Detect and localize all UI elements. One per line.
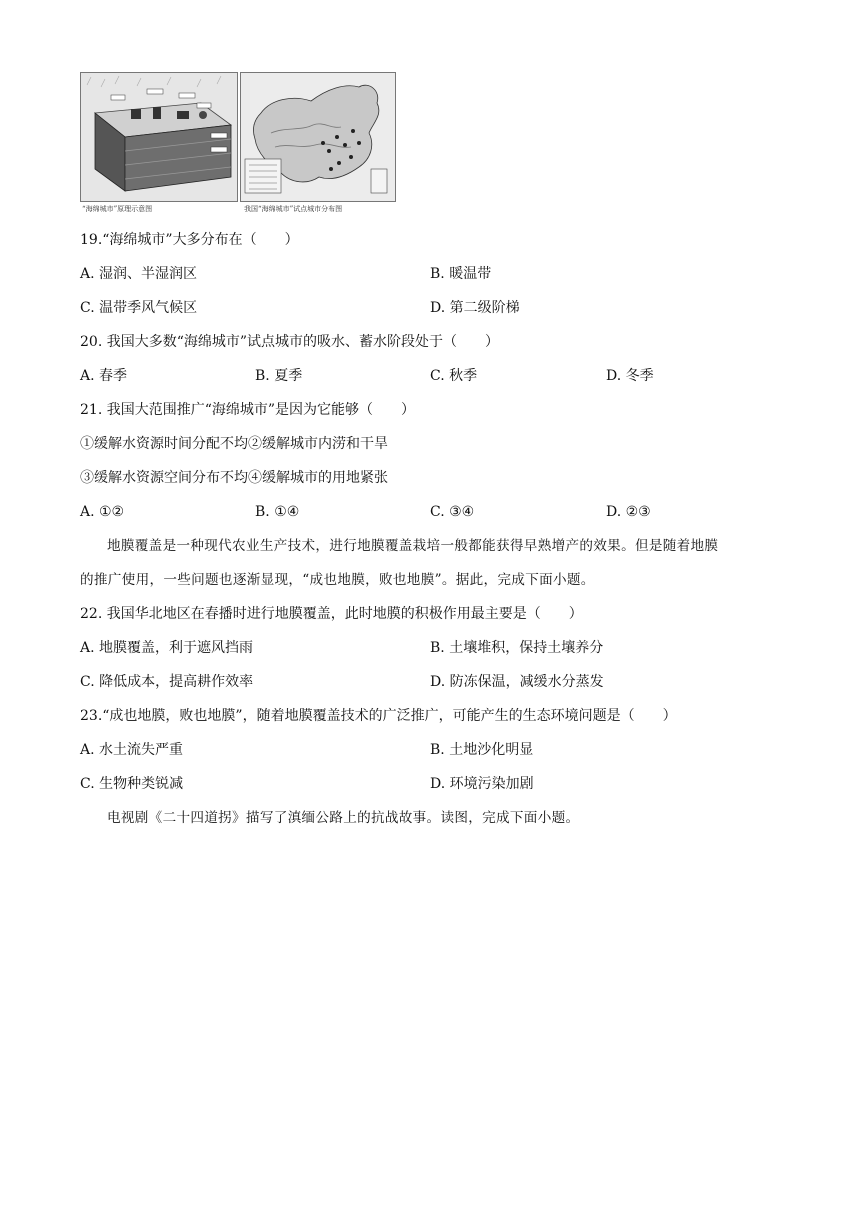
sponge-city-map-image — [240, 72, 396, 202]
question-21-stem: 21. 我国大范围推广“海绵城市”是因为它能够（ ） — [80, 402, 416, 418]
q19-option-c[interactable]: C. 温带季风气候区 — [80, 300, 198, 316]
q22-option-a[interactable]: A. 地膜覆盖，利于遮风挡雨 — [80, 640, 254, 656]
q19-option-a[interactable]: A. 湿润、半湿润区 — [80, 266, 198, 282]
q23-option-a[interactable]: A. 水土流失严重 — [80, 742, 184, 758]
figure-caption-left: “海绵城市”原理示意图 — [82, 205, 153, 213]
passage-2-line-1: 电视剧《二十四道拐》描写了滇缅公路上的抗战故事。读图，完成下面小题。 — [107, 810, 580, 826]
q21-option-b[interactable]: B. ①④ — [255, 504, 300, 520]
passage-1-line-2: 的推广使用，一些问题也逐渐显现，“成也地膜，败也地膜”。据此，完成下面小题。 — [80, 572, 595, 588]
question-22-stem: 22. 我国华北地区在春播时进行地膜覆盖，此时地膜的积极作用最主要是（ ） — [80, 606, 583, 622]
sponge-city-diagram-image — [80, 72, 238, 202]
q20-option-a[interactable]: A. 春季 — [80, 368, 128, 384]
q21-option-d[interactable]: D. ②③ — [606, 504, 651, 520]
q21-statement-line-2: ③缓解水资源空间分布不均④缓解城市的用地紧张 — [80, 470, 388, 486]
q23-option-b[interactable]: B. 土地沙化明显 — [430, 742, 534, 758]
q23-option-c[interactable]: C. 生物种类锐减 — [80, 776, 184, 792]
q21-option-c[interactable]: C. ③④ — [430, 504, 475, 520]
question-23-stem: 23.“成也地膜，败也地膜”，随着地膜覆盖技术的广泛推广，可能产生的生态环境问题是（ ） — [80, 708, 677, 724]
figure-group — [80, 72, 396, 218]
figure-caption-right: 我国“海绵城市”试点城市分布图 — [244, 205, 343, 213]
q22-option-c[interactable]: C. 降低成本，提高耕作效率 — [80, 674, 254, 690]
q20-option-d[interactable]: D. 冬季 — [606, 368, 654, 384]
q22-option-d[interactable]: D. 防冻保温，减缓水分蒸发 — [430, 674, 604, 690]
passage-1-line-1: 地膜覆盖是一种现代农业生产技术，进行地膜覆盖栽培一般都能获得早熟增产的效果。但是随着地膜 — [107, 538, 719, 554]
question-20-stem: 20. 我国大多数“海绵城市”试点城市的吸水、蓄水阶段处于（ ） — [80, 334, 500, 350]
q23-option-d[interactable]: D. 环境污染加剧 — [430, 776, 534, 792]
q20-option-c[interactable]: C. 秋季 — [430, 368, 478, 384]
q22-option-b[interactable]: B. 土壤堆积，保持土壤养分 — [430, 640, 604, 656]
q19-option-d[interactable]: D. 第二级阶梯 — [430, 300, 520, 316]
q20-option-b[interactable]: B. 夏季 — [255, 368, 303, 384]
q19-option-b[interactable]: B. 暖温带 — [430, 266, 492, 282]
q21-statement-line-1: ①缓解水资源时间分配不均②缓解城市内涝和干旱 — [80, 436, 388, 452]
question-19-stem: 19.“海绵城市”大多分布在（ ） — [80, 232, 299, 248]
q21-option-a[interactable]: A. ①② — [80, 504, 125, 520]
